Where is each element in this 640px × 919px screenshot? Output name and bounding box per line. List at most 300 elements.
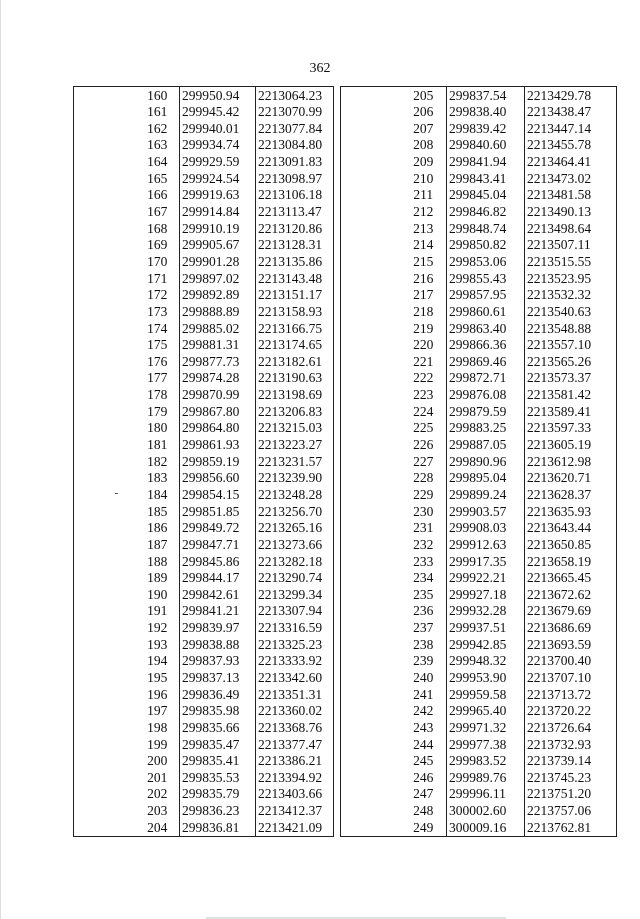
x-coordinate-cell: 299869.46: [447, 353, 525, 370]
x-coordinate-cell: 299914.84: [180, 203, 256, 220]
x-coordinate-cell: 299866.36: [447, 337, 525, 354]
y-coordinate-cell: 2213394.92: [256, 769, 334, 786]
x-coordinate-cell: 299883.25: [447, 420, 525, 437]
x-coordinate-cell: 299940.01: [180, 120, 256, 137]
empty-cell: [341, 520, 401, 537]
y-coordinate-cell: 2213333.92: [256, 653, 334, 670]
point-number-cell: 175: [136, 337, 180, 354]
table-row: [74, 120, 334, 137]
y-coordinate-cell: 2213498.64: [525, 220, 617, 237]
table-row: [74, 703, 334, 720]
empty-cell: [74, 586, 136, 603]
empty-cell: [341, 154, 401, 171]
x-coordinate-cell: 299903.57: [447, 503, 525, 520]
point-number-cell: 172: [136, 287, 180, 304]
table-row: [74, 387, 334, 404]
table-row: [341, 187, 617, 204]
y-coordinate-cell: 2213299.34: [256, 586, 334, 603]
x-coordinate-cell: 299863.40: [447, 320, 525, 337]
scan-edge: [0, 0, 1, 919]
table-row: [74, 420, 334, 437]
table-row: [341, 337, 617, 354]
x-coordinate-cell: 299838.88: [180, 636, 256, 653]
empty-cell: [341, 287, 401, 304]
x-coordinate-cell: 299874.28: [180, 370, 256, 387]
y-coordinate-cell: 2213523.95: [525, 270, 617, 287]
point-number-cell: 210: [401, 170, 447, 187]
point-number-cell: 168: [136, 220, 180, 237]
point-number-cell: 223: [401, 387, 447, 404]
table-row: [74, 403, 334, 420]
empty-cell: [74, 803, 136, 820]
empty-cell: [341, 570, 401, 587]
point-number-cell: 219: [401, 320, 447, 337]
table-row: [341, 353, 617, 370]
x-coordinate-cell: 299838.40: [447, 104, 525, 121]
point-number-cell: 215: [401, 253, 447, 270]
y-coordinate-cell: 2213091.83: [256, 154, 334, 171]
table-row: [341, 137, 617, 154]
x-coordinate-cell: 299932.28: [447, 603, 525, 620]
empty-cell: [341, 736, 401, 753]
y-coordinate-cell: 2213412.37: [256, 803, 334, 820]
empty-cell: [74, 703, 136, 720]
empty-cell: [341, 253, 401, 270]
empty-cell: [341, 387, 401, 404]
point-number-cell: 214: [401, 237, 447, 254]
table-row: [341, 636, 617, 653]
point-number-cell: 160: [136, 87, 180, 104]
point-number-cell: 182: [136, 453, 180, 470]
y-coordinate-cell: 2213557.10: [525, 337, 617, 354]
empty-cell: [74, 653, 136, 670]
y-coordinate-cell: 2213342.60: [256, 669, 334, 686]
empty-cell: [341, 270, 401, 287]
x-coordinate-cell: 299887.05: [447, 436, 525, 453]
y-coordinate-cell: 2213720.22: [525, 703, 617, 720]
table-row: [341, 303, 617, 320]
point-number-cell: 174: [136, 320, 180, 337]
table-row: [74, 620, 334, 637]
y-coordinate-cell: 2213620.71: [525, 470, 617, 487]
x-coordinate-cell: 299971.32: [447, 719, 525, 736]
table-row: [74, 553, 334, 570]
empty-cell: [74, 453, 136, 470]
y-coordinate-cell: 2213650.85: [525, 536, 617, 553]
empty-cell: [341, 453, 401, 470]
y-coordinate-cell: 2213565.26: [525, 353, 617, 370]
table-row: [341, 120, 617, 137]
table-row: [74, 253, 334, 270]
point-number-cell: 201: [136, 769, 180, 786]
x-coordinate-cell: 299844.17: [180, 570, 256, 587]
table-row: [74, 137, 334, 154]
point-number-cell: 194: [136, 653, 180, 670]
y-coordinate-cell: 2213581.42: [525, 387, 617, 404]
point-number-cell: 205: [401, 87, 447, 104]
y-coordinate-cell: 2213206.83: [256, 403, 334, 420]
coordinate-table-right: [340, 86, 617, 837]
x-coordinate-cell: 299835.66: [180, 719, 256, 736]
x-coordinate-cell: 299908.03: [447, 520, 525, 537]
x-coordinate-cell: 299849.72: [180, 520, 256, 537]
empty-cell: [341, 436, 401, 453]
x-coordinate-cell: 299841.94: [447, 154, 525, 171]
y-coordinate-cell: 2213573.37: [525, 370, 617, 387]
x-coordinate-cell: 299835.53: [180, 769, 256, 786]
x-coordinate-cell: 299867.80: [180, 403, 256, 420]
point-number-cell: 237: [401, 620, 447, 637]
table-row: [74, 353, 334, 370]
x-coordinate-cell: 299912.63: [447, 536, 525, 553]
table-row: [341, 470, 617, 487]
table-row: [341, 653, 617, 670]
point-number-cell: 212: [401, 203, 447, 220]
point-number-cell: 231: [401, 520, 447, 537]
x-coordinate-cell: 299901.28: [180, 253, 256, 270]
empty-cell: [74, 320, 136, 337]
table-row: [74, 769, 334, 786]
point-number-cell: 218: [401, 303, 447, 320]
y-coordinate-cell: 2213635.93: [525, 503, 617, 520]
empty-cell: [74, 620, 136, 637]
x-coordinate-cell: 299965.40: [447, 703, 525, 720]
table-row: [74, 786, 334, 803]
empty-cell: [341, 686, 401, 703]
point-number-cell: 195: [136, 669, 180, 686]
empty-cell: [74, 503, 136, 520]
table-row: [341, 154, 617, 171]
empty-cell: [74, 220, 136, 237]
empty-cell: [341, 303, 401, 320]
table-row: [74, 370, 334, 387]
x-coordinate-cell: 299836.49: [180, 686, 256, 703]
x-coordinate-cell: 299845.04: [447, 187, 525, 204]
y-coordinate-cell: 2213762.81: [525, 819, 617, 836]
x-coordinate-cell: 299856.60: [180, 470, 256, 487]
y-coordinate-cell: 2213438.47: [525, 104, 617, 121]
x-coordinate-cell: 299835.41: [180, 753, 256, 770]
x-coordinate-cell: 299881.31: [180, 337, 256, 354]
y-coordinate-cell: 2213351.31: [256, 686, 334, 703]
point-number-cell: 190: [136, 586, 180, 603]
page-number: 362: [309, 61, 331, 76]
empty-cell: [341, 786, 401, 803]
table-row: [341, 819, 617, 836]
x-coordinate-cell: 299948.32: [447, 653, 525, 670]
empty-cell: [74, 570, 136, 587]
x-coordinate-cell: 299905.67: [180, 237, 256, 254]
empty-cell: [74, 104, 136, 121]
empty-cell: [74, 470, 136, 487]
point-number-cell: 188: [136, 553, 180, 570]
table-row: [341, 620, 617, 637]
y-coordinate-cell: 2213128.31: [256, 237, 334, 254]
y-coordinate-cell: 2213713.72: [525, 686, 617, 703]
table-row: [341, 203, 617, 220]
y-coordinate-cell: 2213507.11: [525, 237, 617, 254]
point-number-cell: 189: [136, 570, 180, 587]
point-number-cell: 179: [136, 403, 180, 420]
point-number-cell: 221: [401, 353, 447, 370]
point-number-cell: 216: [401, 270, 447, 287]
point-number-cell: 228: [401, 470, 447, 487]
empty-cell: [341, 536, 401, 553]
table-row: [341, 104, 617, 121]
x-coordinate-cell: 299989.76: [447, 769, 525, 786]
empty-cell: [74, 353, 136, 370]
empty-cell: [341, 320, 401, 337]
point-number-cell: 196: [136, 686, 180, 703]
x-coordinate-cell: 299859.19: [180, 453, 256, 470]
table-row: [341, 719, 617, 736]
x-coordinate-cell: 299919.63: [180, 187, 256, 204]
table-row: [74, 736, 334, 753]
y-coordinate-cell: 2213368.76: [256, 719, 334, 736]
empty-cell: [74, 187, 136, 204]
x-coordinate-cell: 299864.80: [180, 420, 256, 437]
x-coordinate-cell: 299945.42: [180, 104, 256, 121]
point-number-cell: 213: [401, 220, 447, 237]
point-number-cell: 202: [136, 786, 180, 803]
x-coordinate-cell: 299839.97: [180, 620, 256, 637]
point-number-cell: 185: [136, 503, 180, 520]
y-coordinate-cell: 2213447.14: [525, 120, 617, 137]
empty-cell: [74, 536, 136, 553]
point-number-cell: 242: [401, 703, 447, 720]
x-coordinate-cell: 299839.42: [447, 120, 525, 137]
point-number-cell: 227: [401, 453, 447, 470]
table-row: [341, 420, 617, 437]
empty-cell: [74, 87, 136, 104]
empty-cell: [74, 819, 136, 836]
empty-cell: [74, 237, 136, 254]
empty-cell: [341, 403, 401, 420]
x-coordinate-cell: 299876.08: [447, 387, 525, 404]
empty-cell: [74, 686, 136, 703]
table-row: [341, 669, 617, 686]
table-row: [74, 203, 334, 220]
x-coordinate-cell: 299836.23: [180, 803, 256, 820]
y-coordinate-cell: 2213064.23: [256, 87, 334, 104]
empty-cell: [341, 719, 401, 736]
point-number-cell: 226: [401, 436, 447, 453]
point-number-cell: 178: [136, 387, 180, 404]
stray-mark: [115, 493, 118, 494]
table-row: [341, 220, 617, 237]
empty-cell: [341, 753, 401, 770]
empty-cell: [74, 403, 136, 420]
x-coordinate-cell: 299848.74: [447, 220, 525, 237]
table-row: [74, 270, 334, 287]
empty-cell: [74, 753, 136, 770]
point-number-cell: 232: [401, 536, 447, 553]
empty-cell: [74, 520, 136, 537]
point-number-cell: 199: [136, 736, 180, 753]
table-row: [341, 87, 617, 104]
table-row: [74, 819, 334, 836]
point-number-cell: 177: [136, 370, 180, 387]
y-coordinate-cell: 2213473.02: [525, 170, 617, 187]
table-row: [341, 803, 617, 820]
x-coordinate-cell: 300009.16: [447, 819, 525, 836]
point-number-cell: 230: [401, 503, 447, 520]
y-coordinate-cell: 2213077.84: [256, 120, 334, 137]
empty-cell: [341, 420, 401, 437]
table-row: [341, 553, 617, 570]
empty-cell: [341, 553, 401, 570]
empty-cell: [74, 337, 136, 354]
table-row: [74, 486, 334, 503]
point-number-cell: 192: [136, 620, 180, 637]
empty-cell: [74, 420, 136, 437]
table-row: [341, 753, 617, 770]
empty-cell: [341, 370, 401, 387]
y-coordinate-cell: 2213190.63: [256, 370, 334, 387]
point-number-cell: 166: [136, 187, 180, 204]
empty-cell: [341, 87, 401, 104]
y-coordinate-cell: 2213282.18: [256, 553, 334, 570]
y-coordinate-cell: 2213643.44: [525, 520, 617, 537]
table-row: [74, 320, 334, 337]
x-coordinate-cell: 299885.02: [180, 320, 256, 337]
table-row: [341, 320, 617, 337]
table-row: [74, 636, 334, 653]
empty-cell: [341, 586, 401, 603]
y-coordinate-cell: 2213726.64: [525, 719, 617, 736]
point-number-cell: 240: [401, 669, 447, 686]
point-number-cell: 241: [401, 686, 447, 703]
y-coordinate-cell: 2213231.57: [256, 453, 334, 470]
empty-cell: [341, 603, 401, 620]
empty-cell: [74, 436, 136, 453]
point-number-cell: 170: [136, 253, 180, 270]
y-coordinate-cell: 2213316.59: [256, 620, 334, 637]
empty-cell: [74, 603, 136, 620]
y-coordinate-cell: 2213256.70: [256, 503, 334, 520]
coordinate-table-left: [73, 86, 334, 837]
point-number-cell: 235: [401, 586, 447, 603]
x-coordinate-cell: 299922.21: [447, 570, 525, 587]
table-row: [341, 370, 617, 387]
y-coordinate-cell: 2213658.19: [525, 553, 617, 570]
empty-cell: [341, 653, 401, 670]
x-coordinate-cell: 299842.61: [180, 586, 256, 603]
point-number-cell: 224: [401, 403, 447, 420]
y-coordinate-cell: 2213307.94: [256, 603, 334, 620]
x-coordinate-cell: 299924.54: [180, 170, 256, 187]
table-row: [74, 287, 334, 304]
table-row: [341, 170, 617, 187]
point-number-cell: 211: [401, 187, 447, 204]
y-coordinate-cell: 2213589.41: [525, 403, 617, 420]
point-number-cell: 220: [401, 337, 447, 354]
x-coordinate-cell: 299837.13: [180, 669, 256, 686]
x-coordinate-cell: 299983.52: [447, 753, 525, 770]
y-coordinate-cell: 2213248.28: [256, 486, 334, 503]
table-row: [74, 653, 334, 670]
point-number-cell: 163: [136, 137, 180, 154]
y-coordinate-cell: 2213532.32: [525, 287, 617, 304]
x-coordinate-cell: 300002.60: [447, 803, 525, 820]
empty-cell: [74, 270, 136, 287]
empty-cell: [341, 486, 401, 503]
y-coordinate-cell: 2213239.90: [256, 470, 334, 487]
empty-cell: [341, 104, 401, 121]
empty-cell: [341, 353, 401, 370]
point-number-cell: 208: [401, 137, 447, 154]
table-row: [74, 536, 334, 553]
y-coordinate-cell: 2213548.88: [525, 320, 617, 337]
y-coordinate-cell: 2213265.16: [256, 520, 334, 537]
table-row: [74, 686, 334, 703]
point-number-cell: 222: [401, 370, 447, 387]
y-coordinate-cell: 2213098.97: [256, 170, 334, 187]
y-coordinate-cell: 2213113.47: [256, 203, 334, 220]
x-coordinate-cell: 299854.15: [180, 486, 256, 503]
x-coordinate-cell: 299937.51: [447, 620, 525, 637]
empty-cell: [341, 120, 401, 137]
point-number-cell: 165: [136, 170, 180, 187]
table-row: [74, 453, 334, 470]
x-coordinate-cell: 299942.85: [447, 636, 525, 653]
y-coordinate-cell: 2213707.10: [525, 669, 617, 686]
empty-cell: [341, 187, 401, 204]
point-number-cell: 171: [136, 270, 180, 287]
y-coordinate-cell: 2213745.23: [525, 769, 617, 786]
y-coordinate-cell: 2213273.66: [256, 536, 334, 553]
x-coordinate-cell: 299877.73: [180, 353, 256, 370]
point-number-cell: 207: [401, 120, 447, 137]
empty-cell: [341, 703, 401, 720]
point-number-cell: 246: [401, 769, 447, 786]
y-coordinate-cell: 2213481.58: [525, 187, 617, 204]
empty-cell: [341, 337, 401, 354]
point-number-cell: 161: [136, 104, 180, 121]
empty-cell: [74, 719, 136, 736]
empty-cell: [341, 220, 401, 237]
y-coordinate-cell: 2213605.19: [525, 436, 617, 453]
x-coordinate-cell: 299879.59: [447, 403, 525, 420]
x-coordinate-cell: 299846.82: [447, 203, 525, 220]
x-coordinate-cell: 299899.24: [447, 486, 525, 503]
y-coordinate-cell: 2213084.80: [256, 137, 334, 154]
x-coordinate-cell: 299895.04: [447, 470, 525, 487]
point-number-cell: 247: [401, 786, 447, 803]
empty-cell: [74, 553, 136, 570]
x-coordinate-cell: 299892.89: [180, 287, 256, 304]
empty-cell: [341, 137, 401, 154]
table-row: [74, 719, 334, 736]
x-coordinate-cell: 299977.38: [447, 736, 525, 753]
table-row: [341, 686, 617, 703]
table-row: [341, 253, 617, 270]
point-number-cell: 244: [401, 736, 447, 753]
y-coordinate-cell: 2213757.06: [525, 803, 617, 820]
table-row: [74, 104, 334, 121]
y-coordinate-cell: 2213290.74: [256, 570, 334, 587]
table-row: [74, 303, 334, 320]
table-row: [341, 503, 617, 520]
table-row: [74, 586, 334, 603]
empty-cell: [74, 486, 136, 503]
point-number-cell: 186: [136, 520, 180, 537]
point-number-cell: 183: [136, 470, 180, 487]
x-coordinate-cell: 299870.99: [180, 387, 256, 404]
point-number-cell: 198: [136, 719, 180, 736]
y-coordinate-cell: 2213325.23: [256, 636, 334, 653]
y-coordinate-cell: 2213166.75: [256, 320, 334, 337]
